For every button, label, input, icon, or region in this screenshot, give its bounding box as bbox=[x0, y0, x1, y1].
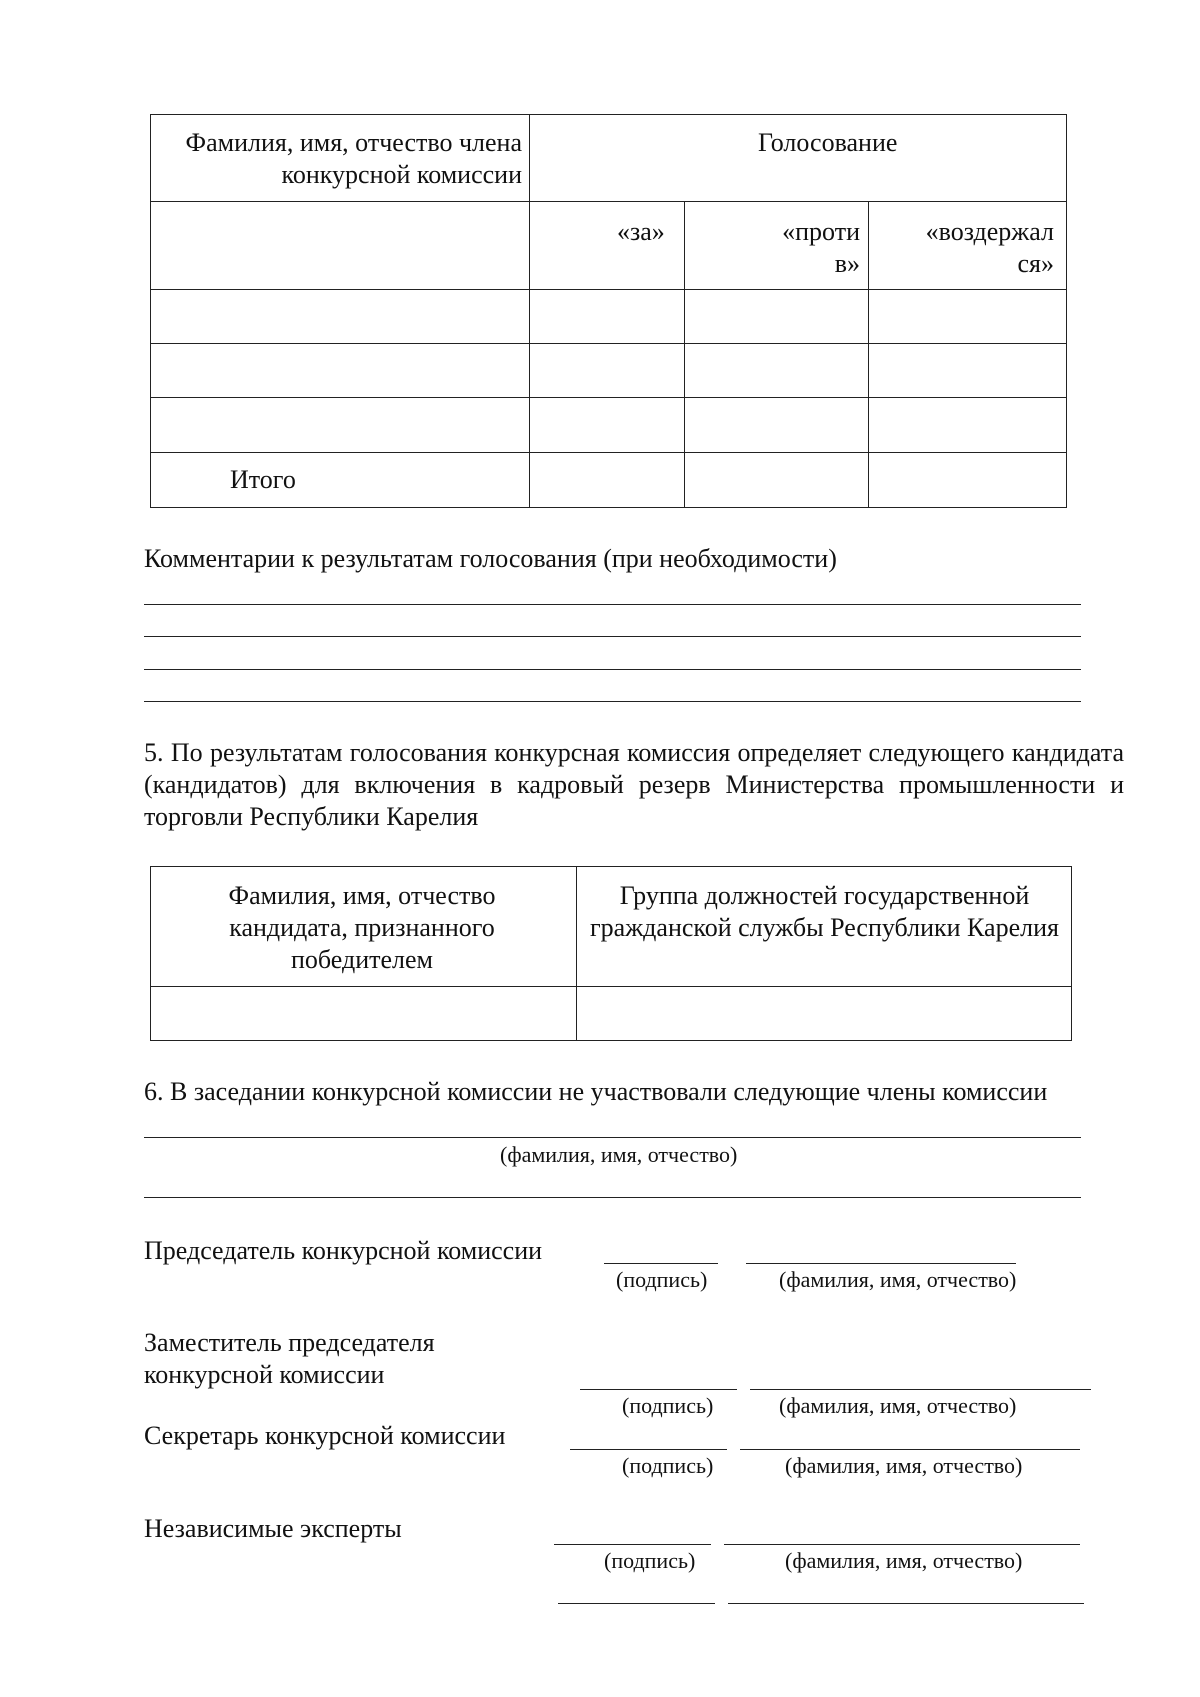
fio-line bbox=[750, 1389, 1091, 1390]
fio-caption: (фамилия, имя, отчество) bbox=[500, 1142, 738, 1167]
comment-line bbox=[144, 636, 1081, 637]
deputy-label-line1: Заместитель председателя bbox=[144, 1328, 435, 1357]
header-winner-name: Фамилия, имя, отчество кандидата, признанного победителем bbox=[228, 881, 496, 974]
table-line bbox=[529, 114, 530, 508]
sign-caption: (подпись) bbox=[622, 1453, 714, 1478]
secretary-label: Секретарь конкурсной комиссии bbox=[144, 1421, 506, 1450]
header-for: «за» bbox=[617, 217, 665, 246]
header-position-group: Группа должностей государственной гражданской службы Республики Карелия bbox=[590, 881, 1059, 942]
table-line bbox=[150, 343, 1067, 344]
fio-line bbox=[724, 1544, 1080, 1545]
signature-line bbox=[580, 1389, 737, 1390]
signature-line bbox=[554, 1544, 711, 1545]
header-voting: Голосование bbox=[758, 128, 898, 157]
table-line bbox=[150, 452, 1067, 453]
header-abstained: «воздержался» bbox=[925, 217, 1054, 278]
signature-line bbox=[570, 1449, 727, 1450]
section5-text: 5. По результатам голосования конкурсная комиссия определяет следующего кандидата (кандидатов) для включения в кадровый резерв Министерства промышленности и торговли Республики Карелия bbox=[144, 738, 1124, 831]
fio-caption: (фамилия, имя, отчество) bbox=[779, 1393, 1017, 1418]
section6-text: 6. В заседании конкурсной комиссии не участвовали следующие члены комиссии bbox=[144, 1077, 1048, 1106]
fio-caption: (фамилия, имя, отчество) bbox=[785, 1548, 1023, 1573]
comment-line bbox=[144, 669, 1081, 670]
absent-member-line bbox=[144, 1137, 1081, 1138]
fio-line bbox=[728, 1603, 1084, 1604]
header-against: «против» bbox=[782, 217, 860, 278]
fio-line bbox=[746, 1263, 1016, 1264]
sign-caption: (подпись) bbox=[616, 1267, 708, 1292]
fio-caption: (фамилия, имя, отчество) bbox=[779, 1267, 1017, 1292]
deputy-label-line2: конкурсной комиссии bbox=[144, 1360, 385, 1389]
comment-line bbox=[144, 701, 1081, 702]
total-label: Итого bbox=[230, 465, 296, 494]
chairman-label: Председатель конкурсной комиссии bbox=[144, 1236, 543, 1265]
comments-label: Комментарии к результатам голосования (при необходимости) bbox=[144, 544, 837, 573]
table-line bbox=[684, 201, 685, 508]
sign-caption: (подпись) bbox=[604, 1548, 696, 1573]
table-line bbox=[150, 201, 1067, 202]
header-member-name: Фамилия, имя, отчество члена конкурсной комиссии bbox=[185, 128, 522, 189]
fio-line bbox=[740, 1449, 1080, 1450]
comment-line bbox=[144, 604, 1081, 605]
table-line bbox=[576, 866, 577, 1041]
experts-label: Независимые эксперты bbox=[144, 1514, 402, 1543]
fio-caption: (фамилия, имя, отчество) bbox=[785, 1453, 1023, 1478]
table-line bbox=[150, 986, 1072, 987]
absent-member-line bbox=[144, 1197, 1081, 1198]
table-line bbox=[868, 201, 869, 508]
sign-caption: (подпись) bbox=[622, 1393, 714, 1418]
table-line bbox=[150, 289, 1067, 290]
table-line bbox=[150, 397, 1067, 398]
signature-line bbox=[558, 1603, 715, 1604]
signature-line bbox=[604, 1263, 718, 1264]
